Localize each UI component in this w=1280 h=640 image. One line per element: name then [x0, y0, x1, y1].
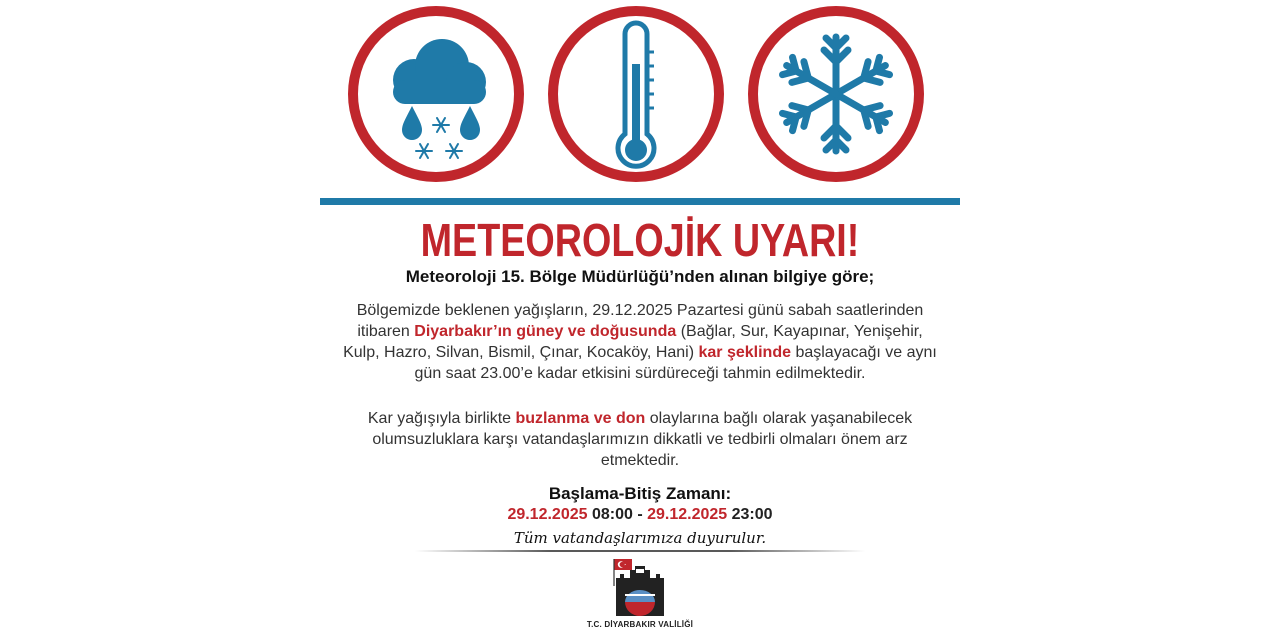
warning-paragraph	[340, 408, 940, 471]
snowflake-icon	[746, 4, 926, 184]
divider-line	[415, 550, 865, 552]
forecast-text-1: Bölgemizde beklenen yağışların, 29.12.2025 Pazartesi günü sabah saatlerinden itibaren	[356, 302, 924, 340]
forecast-text-2: (Bağlar, Sur, Kayapınar, Yenişehir, Kulp, Hazro, Silvan, Bismil, Çınar, Kocaköy, Hani)	[343, 323, 923, 361]
end-date: 29.12.2025	[647, 506, 728, 523]
forecast-region-highlight: Diyarbakır’ın güney ve doğusunda	[414, 323, 677, 340]
weather-icons-row	[0, 0, 1280, 205]
forecast-text-3: başlayacağı ve aynı gün saat 23.00’e kadar etkisini sürdüreceği tahmin edilmektedir.	[414, 344, 937, 382]
time-label: Başlama-Bitiş Zamanı:	[548, 484, 732, 503]
end-time: 23:00	[727, 506, 773, 523]
logo-caption: T.C. DİYARBAKIR VALİLİĞİ	[586, 620, 694, 629]
forecast-paragraph	[340, 300, 940, 384]
source-subtitle: Meteoroloji 15. Bölge Müdürlüğü’nden alınan bilgiye göre;	[405, 267, 875, 286]
page-title: METEOROLOJİK UYARI!	[420, 214, 860, 266]
time-range	[0, 506, 1280, 524]
thermometer-icon	[546, 4, 726, 184]
divider-bar	[320, 198, 960, 205]
warning-text-1: Kar yağışıyla birlikte	[367, 410, 516, 427]
warning-text-2: olaylarına bağlı olarak yaşanabilecek olumsuzluklara karşı vatandaşlarımızın dikkatli ve tedbirli olmaları önem arz etmektedir.	[372, 410, 913, 469]
start-date: 29.12.2025	[507, 506, 588, 523]
announcement-note: Tüm vatandaşlarımıza duyurulur.	[513, 529, 767, 547]
diyarbakir-valiligi-logo	[608, 556, 672, 620]
warning-ice-highlight: buzlanma ve don	[515, 410, 646, 427]
snow-rain-cloud-icon	[346, 4, 526, 184]
forecast-snow-highlight: kar şeklinde	[698, 344, 791, 361]
start-time: 08:00 -	[587, 506, 648, 523]
